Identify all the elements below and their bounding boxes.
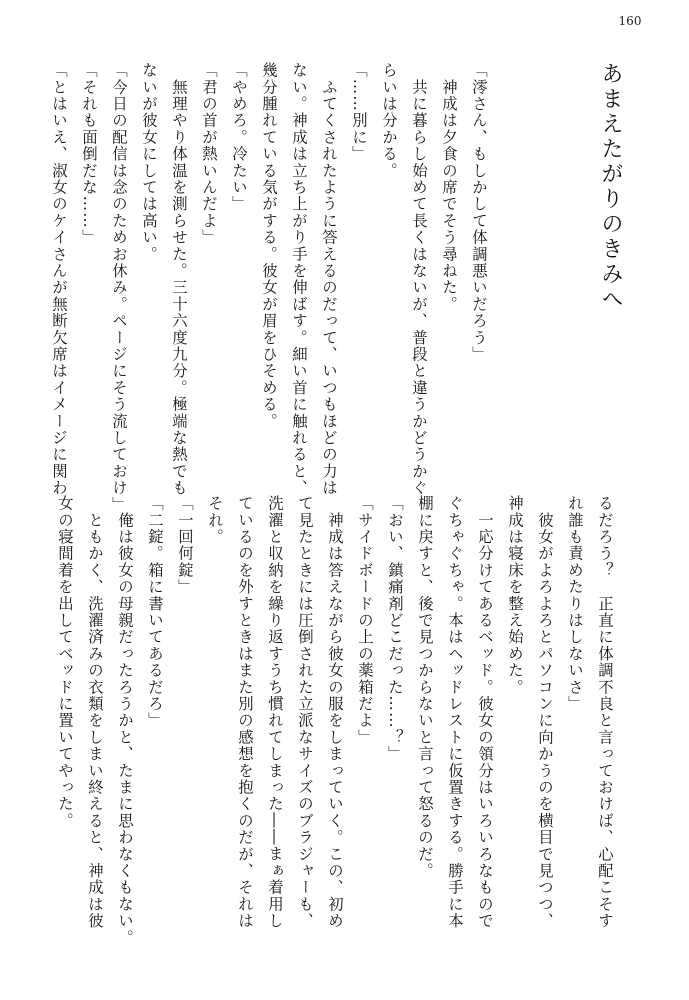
text-line: ているのを外すときはまた別の感想を抱くのだが、それは <box>236 495 254 930</box>
text-line: 女の寝間着を出してベッドに置いてやった。 <box>56 495 74 829</box>
text-line: 「君の首が熱いんだよ」 <box>200 62 218 246</box>
chapter-title: あまえたがりのきみへ <box>598 62 623 312</box>
page-number: 160 <box>618 14 642 28</box>
text-line: ともかく、洗濯済みの衣類をしまい終えると、神成は彼 <box>86 495 104 930</box>
text-line: 「それも面倒だな……」 <box>80 62 98 246</box>
text-line: 神成は寝床を整え始めた。 <box>506 495 524 696</box>
text-line: 神成は夕食の席でそう尋ねた。 <box>440 62 458 313</box>
text-line: それ。 <box>206 495 224 546</box>
text-line: 共に暮らし始めて長くはないが、普段と違うかどうかぐ <box>410 62 428 497</box>
text-line: 「やめろ。冷たい」 <box>230 62 248 213</box>
text-line: 神成は答えながら彼女の服をしまっていく。この、初め <box>326 495 344 930</box>
text-line: 「今日の配信は念のためお休み。ページにそう流しておけ」 <box>110 62 128 513</box>
text-line: 「サイドボードの上の薬箱だよ」 <box>356 495 374 746</box>
text-line: ぐちゃぐちゃ。本はヘッドレストに仮置きする。勝手に本 <box>446 495 464 930</box>
text-line: 一応分けてあるベッド。彼女の領分はいろいろなもので <box>476 495 494 930</box>
text-line: 彼女がよろよろとパソコンに向かうのを横目で見つつ、 <box>536 495 554 930</box>
text-line: 「澪さん、もしかして体調悪いだろう」 <box>470 62 488 363</box>
text-line: ない。神成は立ち上がり手を伸ばす。細い首に触れると、 <box>290 62 308 497</box>
text-line: 「二錠。箱に書いてあるだろ」 <box>146 495 164 729</box>
text-line: 無理やり体温を測らせた。三十六度九分。極端な熱でも <box>170 62 188 497</box>
text-line: て見たときには圧倒された立派なサイズのブラジャーも、 <box>296 495 314 930</box>
text-line: 洗濯と収納を繰り返すうち慣れてしまった――まぁ着用し <box>266 495 284 930</box>
text-line: 「とはいえ、淑女のケイさんが無断欠席はイメージに関わ <box>50 62 68 497</box>
text-line: 「……別に」 <box>350 62 368 163</box>
text-line: らいは分かる。 <box>380 62 398 179</box>
text-line: 俺は彼女の母親だったろうかと、たまに思わなくもない。 <box>116 495 134 946</box>
text-line: 「おい、鎮痛剤どこだった……？」 <box>386 495 404 763</box>
text-line: ふてくされたように答えるのだって、いつもほどの力は <box>320 62 338 497</box>
text-line: 幾分腫れている気がする。彼女が眉をひそめる。 <box>260 62 278 430</box>
text-line: 棚に戻すと、後で見つからないと言って怒るのだ。 <box>416 495 434 880</box>
text-line: ないが彼女にしては高い。 <box>140 62 158 263</box>
upper-text-block <box>50 62 494 513</box>
text-line: れ誰も責めたりはしないさ」 <box>566 495 584 713</box>
text-line: るだろう？ 正直に体調不良と言っておけば、心配こそす <box>596 495 614 930</box>
lower-text-block <box>56 495 620 946</box>
text-line: 「一回何錠」 <box>176 495 194 596</box>
